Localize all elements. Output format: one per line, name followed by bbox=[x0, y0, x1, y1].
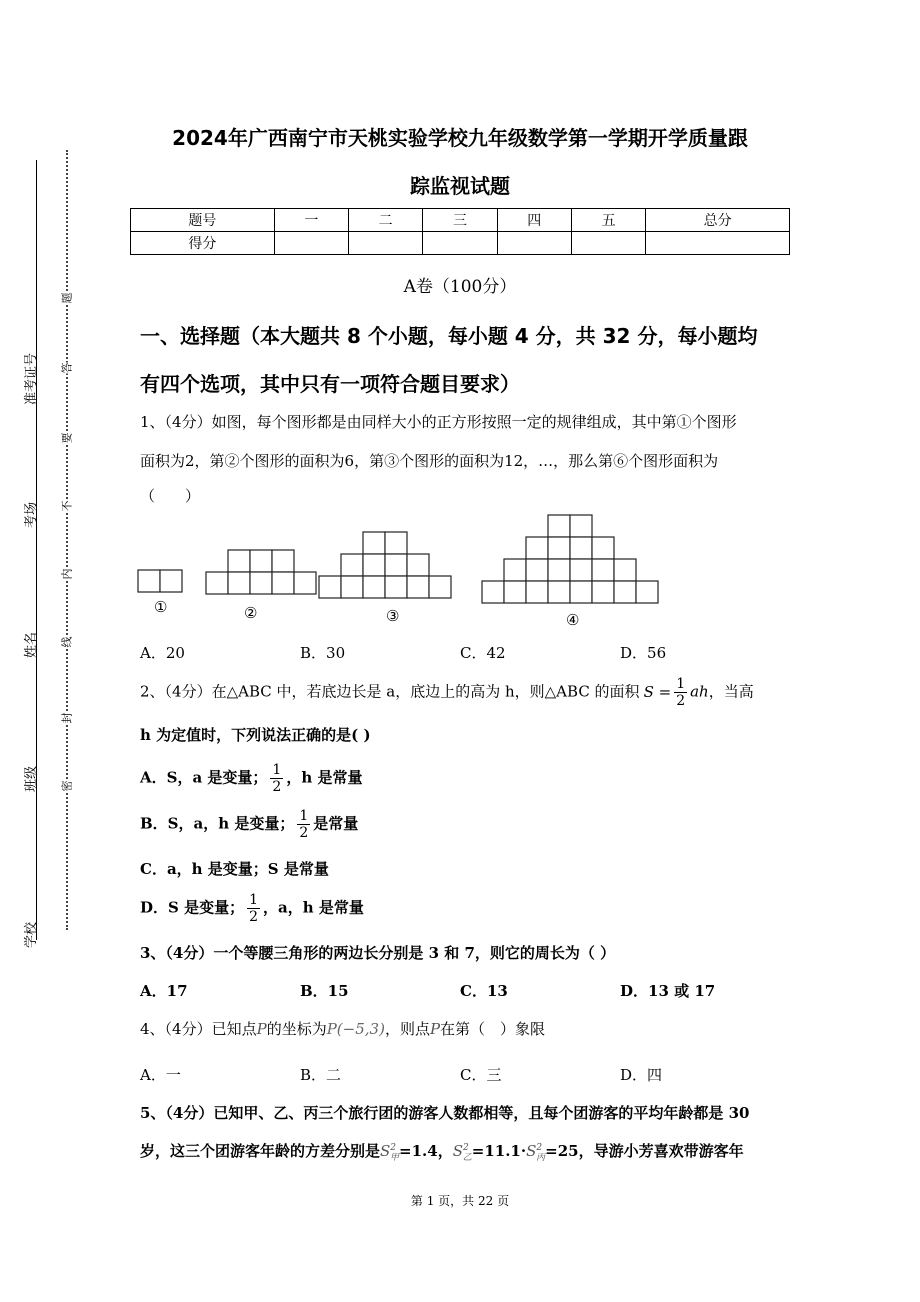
figure-4 bbox=[482, 515, 658, 603]
q5-text-post: ，导游小芳喜欢带游客年 bbox=[578, 1142, 744, 1160]
score-cell[interactable] bbox=[646, 232, 790, 255]
q2-option-c[interactable]: C．a，h 是变量；S 是常量 bbox=[140, 860, 329, 878]
q1-text-line1: 1、（4分）如图，每个图形都是由同样大小的正方形按照一定的规律组成，其中第①个图形 bbox=[140, 413, 737, 431]
variance-yi: =11.1 bbox=[471, 1142, 521, 1160]
score-header-cell: 四 bbox=[497, 209, 571, 232]
option-text: ，h 是常量 bbox=[286, 768, 363, 787]
variance-subscript: 乙 bbox=[462, 1153, 472, 1163]
label-ticket-number: 准考证号 bbox=[24, 352, 39, 405]
q2-option-d[interactable] bbox=[140, 892, 364, 925]
q2-fraction bbox=[674, 676, 687, 709]
fraction-half bbox=[297, 808, 310, 841]
seal-char: 线 bbox=[60, 636, 74, 648]
q3-option-b[interactable]: B．15 bbox=[300, 982, 349, 1000]
variance-bing: =25 bbox=[545, 1142, 579, 1160]
section-a-heading: A卷（100分） bbox=[403, 277, 517, 297]
option-text: ，a，h 是常量 bbox=[263, 898, 364, 917]
q1-option-b[interactable]: B．30 bbox=[300, 644, 346, 662]
frac-denominator: 2 bbox=[249, 909, 258, 925]
q4-text-mid: 的坐标为 bbox=[266, 1020, 327, 1038]
separator: ， bbox=[437, 1142, 453, 1160]
figure-label: ② bbox=[244, 604, 258, 622]
score-header-cell: 题号 bbox=[131, 209, 275, 232]
figure-2 bbox=[206, 550, 316, 594]
q2-text-line1 bbox=[140, 676, 790, 709]
exam-title-line2: 踪监视试题 bbox=[410, 174, 510, 198]
seal-char: 封 bbox=[60, 712, 74, 724]
figure-3 bbox=[319, 532, 451, 598]
q2-formula-rhs: ah bbox=[690, 682, 709, 701]
seal-char: 不 bbox=[60, 500, 74, 512]
label-name: 姓名 bbox=[24, 631, 39, 658]
q4-text-post: ，则点 bbox=[384, 1020, 430, 1038]
q1-option-a[interactable]: A．20 bbox=[140, 644, 185, 662]
option-text: B．S，a，h 是变量； bbox=[140, 814, 295, 833]
q2-text-post: ，当高 bbox=[708, 682, 754, 701]
variance-subscript: 甲 bbox=[390, 1153, 400, 1163]
q3-option-d[interactable]: D．13 或 17 bbox=[620, 982, 716, 1000]
q1-option-d[interactable]: D．56 bbox=[620, 644, 667, 662]
score-row-label: 得分 bbox=[131, 232, 275, 255]
section1-heading-line1: 一、选择题（本大题共 8 个小题，每小题 4 分，共 32 分，每小题均 bbox=[140, 324, 758, 348]
q1-text-line2: 面积为2，第②个图形的面积为6，第③个图形的面积为12，…，那么第⑥个图形面积为 bbox=[140, 452, 719, 470]
option-text: 是常量 bbox=[313, 814, 359, 833]
q1-option-c[interactable]: C．42 bbox=[460, 644, 506, 662]
figure-1 bbox=[138, 570, 182, 592]
q4-option-b[interactable]: B．二 bbox=[300, 1066, 342, 1084]
seal-dotted-line bbox=[66, 150, 68, 930]
score-table-score-row bbox=[131, 232, 790, 255]
q5-text-pre: 岁，这三个团游客年龄的方差分别是 bbox=[140, 1142, 381, 1160]
q2-formula-lhs: S = bbox=[643, 682, 672, 701]
frac-denominator: 2 bbox=[676, 693, 686, 709]
q2-text-pre: 2、（4分）在△ABC 中，若底边长是 a，底边上的高为 h，则△ABC 的面积 bbox=[140, 682, 640, 701]
seal-char: 题 bbox=[60, 292, 74, 304]
score-cell[interactable] bbox=[274, 232, 348, 255]
score-header-cell: 五 bbox=[571, 209, 645, 232]
figure-label: ③ bbox=[386, 607, 400, 625]
page-footer: 第 1 页，共 22 页 bbox=[410, 1194, 510, 1208]
frac-denominator: 2 bbox=[299, 825, 309, 841]
score-table-header-row bbox=[131, 209, 790, 232]
q2-option-b[interactable] bbox=[140, 808, 358, 841]
q4-text-post2: 在第（ ）象限 bbox=[440, 1020, 546, 1038]
frac-numerator: 1 bbox=[299, 808, 309, 824]
q4-option-d[interactable]: D．四 bbox=[620, 1066, 663, 1084]
q4-option-c[interactable]: C．三 bbox=[460, 1066, 502, 1084]
score-cell[interactable] bbox=[349, 232, 423, 255]
q4-text-line1 bbox=[140, 1018, 545, 1039]
score-cell[interactable] bbox=[571, 232, 645, 255]
variance-jia: =1.4 bbox=[399, 1142, 438, 1160]
score-table bbox=[130, 208, 790, 255]
figure-label: ① bbox=[154, 598, 168, 616]
q3-text-line1: 3、（4分）一个等腰三角形的两边长分别是 3 和 7，则它的周长为（ ） bbox=[140, 944, 616, 962]
seal-char: 内 bbox=[60, 568, 74, 580]
label-exam-room: 考场 bbox=[24, 501, 39, 528]
fraction-half bbox=[247, 892, 260, 925]
score-header-cell: 一 bbox=[274, 209, 348, 232]
option-text: D．S 是变量； bbox=[140, 898, 245, 917]
q3-option-c[interactable]: C．13 bbox=[460, 982, 508, 1000]
variance-subscript: 丙 bbox=[536, 1153, 546, 1163]
label-class: 班级 bbox=[24, 765, 39, 792]
point-p: P bbox=[256, 1020, 267, 1038]
separator: · bbox=[520, 1142, 527, 1160]
q2-text-line2: h 为定值时，下列说法正确的是( ) bbox=[140, 726, 371, 744]
seal-char: 要 bbox=[60, 432, 74, 444]
q5-text-line1: 5、（4分）已知甲、乙、丙三个旅行团的游客人数都相等，且每个团游客的平均年龄都是 30 bbox=[140, 1104, 750, 1122]
frac-denominator: 2 bbox=[272, 779, 282, 795]
q3-option-a[interactable]: A．17 bbox=[140, 982, 188, 1000]
exam-title-line1: 2024年广西南宁市天桃实验学校九年级数学第一学期开学质量跟 bbox=[172, 126, 748, 150]
q2-option-a[interactable] bbox=[140, 762, 362, 795]
seal-char: 密 bbox=[60, 780, 74, 792]
point-coordinate: P(−5,3) bbox=[326, 1020, 385, 1038]
option-text: A．S，a 是变量； bbox=[140, 768, 268, 787]
frac-numerator: 1 bbox=[272, 762, 282, 778]
q5-text-line2: 岁，这三个团游客年龄的方差分别是$S^2_甲=1.4$，$S^2_乙=11.1\cdot S^2_丙=25$，导游小芳喜欢带游客年 bbox=[140, 1142, 744, 1163]
q1-text-line3: （ ） bbox=[140, 487, 201, 505]
fraction-half bbox=[270, 762, 283, 795]
score-header-cell: 二 bbox=[349, 209, 423, 232]
q1-figure bbox=[130, 505, 670, 635]
score-cell[interactable] bbox=[497, 232, 571, 255]
frac-numerator: 1 bbox=[249, 892, 258, 908]
score-header-cell: 总分 bbox=[646, 209, 790, 232]
q4-text-pre: 4、（4分）已知点 bbox=[140, 1020, 257, 1038]
point-p: P bbox=[429, 1020, 441, 1038]
q4-option-a[interactable]: A．一 bbox=[140, 1066, 181, 1084]
figure-label: ④ bbox=[566, 611, 580, 629]
section1-heading-line2: 有四个选项，其中只有一项符合题目要求） bbox=[140, 372, 520, 396]
seal-char: 答 bbox=[60, 362, 74, 374]
score-header-cell: 三 bbox=[423, 209, 497, 232]
label-school: 学校 bbox=[24, 921, 39, 948]
score-cell[interactable] bbox=[423, 232, 497, 255]
frac-numerator: 1 bbox=[676, 676, 686, 692]
